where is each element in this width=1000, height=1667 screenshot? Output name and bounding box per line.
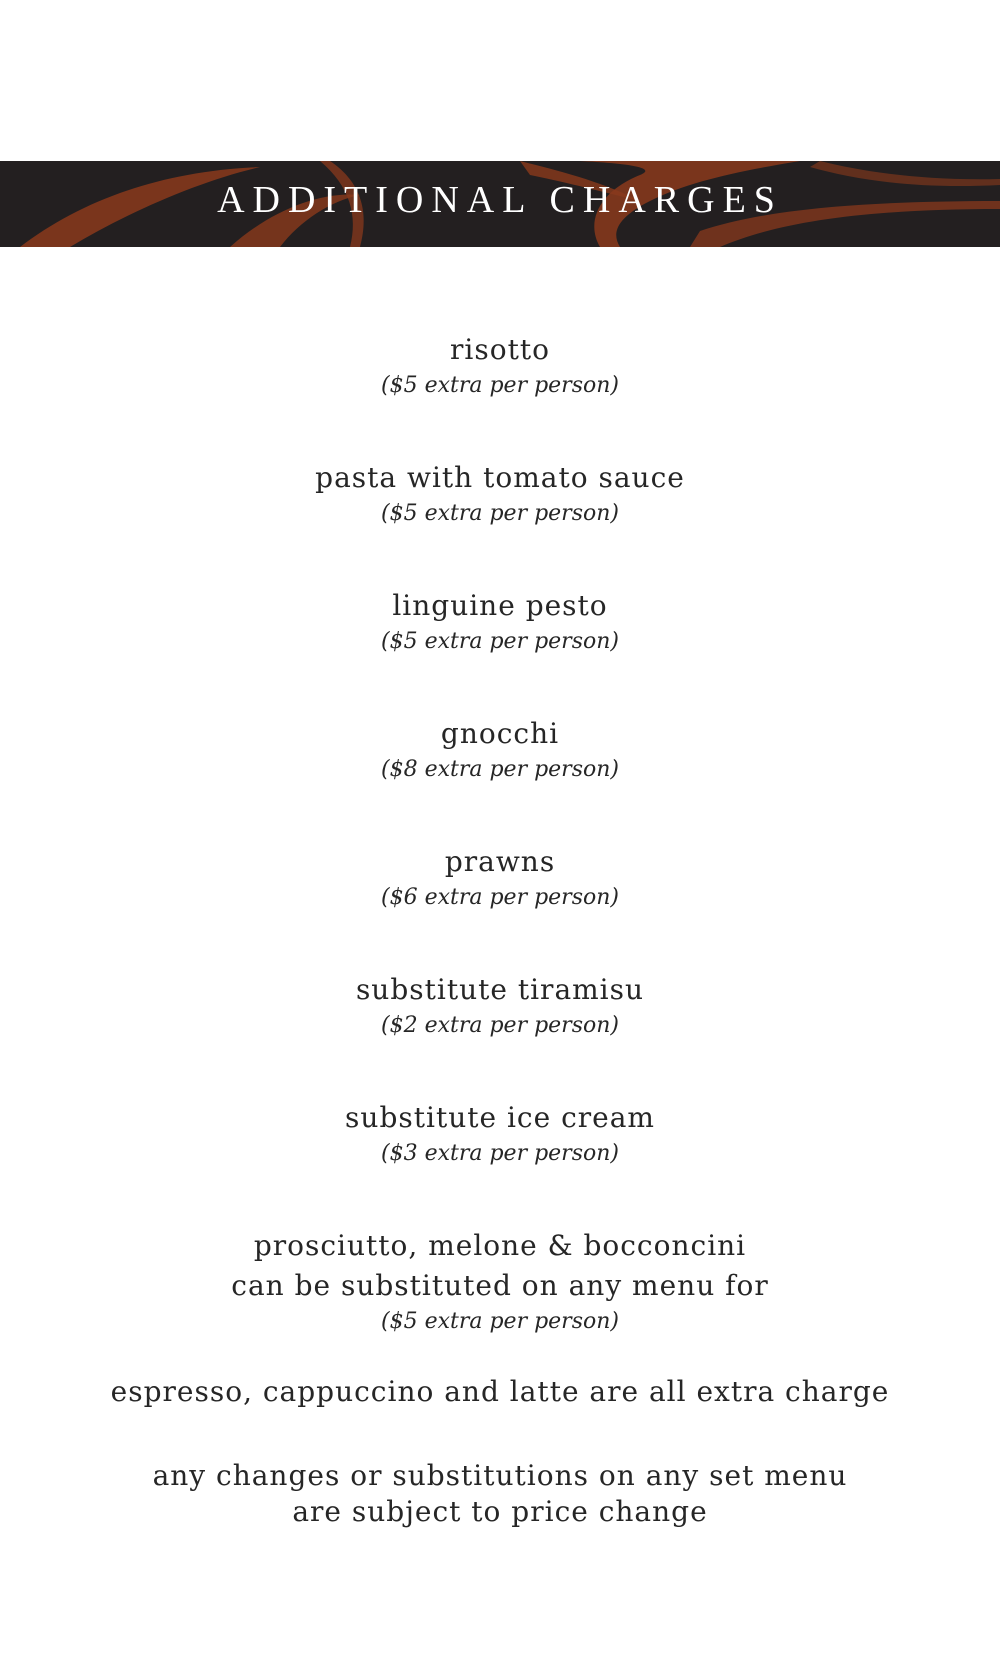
item-name: substitute ice cream <box>345 1101 655 1134</box>
item-price: ($3 extra per person) <box>381 1141 619 1166</box>
item-price: ($5 extra per person) <box>381 373 619 398</box>
item-name: prawns <box>444 845 556 878</box>
coffee-note: espresso, cappuccino and latte are all extra charge <box>110 1375 890 1408</box>
page-title: ADDITIONAL CHARGES <box>217 179 783 221</box>
item-price: ($6 extra per person) <box>381 885 619 910</box>
special-price: ($5 extra per person) <box>381 1309 619 1334</box>
item-price: ($8 extra per person) <box>381 757 619 782</box>
header-banner <box>0 161 1000 247</box>
special-line-2: can be substituted on any menu for <box>231 1269 769 1302</box>
list-item-tiramisu <box>0 970 1000 1098</box>
item-name: substitute tiramisu <box>355 973 645 1006</box>
list-item-linguine <box>0 586 1000 714</box>
item-price: ($2 extra per person) <box>381 1013 619 1038</box>
item-name: risotto <box>450 333 550 366</box>
charges-list <box>0 330 1000 1530</box>
item-price: ($5 extra per person) <box>381 501 619 526</box>
changes-note-line-2: are subject to price change <box>292 1495 708 1528</box>
item-price: ($5 extra per person) <box>381 629 619 654</box>
changes-note-line-1: any changes or substitutions on any set menu <box>152 1459 848 1492</box>
list-item-gnocchi <box>0 714 1000 842</box>
special-substitution <box>0 1226 1000 1338</box>
list-item-pasta <box>0 458 1000 586</box>
list-item-ice-cream <box>0 1098 1000 1226</box>
list-item-risotto <box>0 330 1000 458</box>
item-name: linguine pesto <box>392 589 608 622</box>
item-name: gnocchi <box>440 717 560 750</box>
list-item-prawns <box>0 842 1000 970</box>
item-name: pasta with tomato sauce <box>315 461 685 494</box>
special-line-1: prosciutto, melone & bocconcini <box>253 1229 747 1262</box>
